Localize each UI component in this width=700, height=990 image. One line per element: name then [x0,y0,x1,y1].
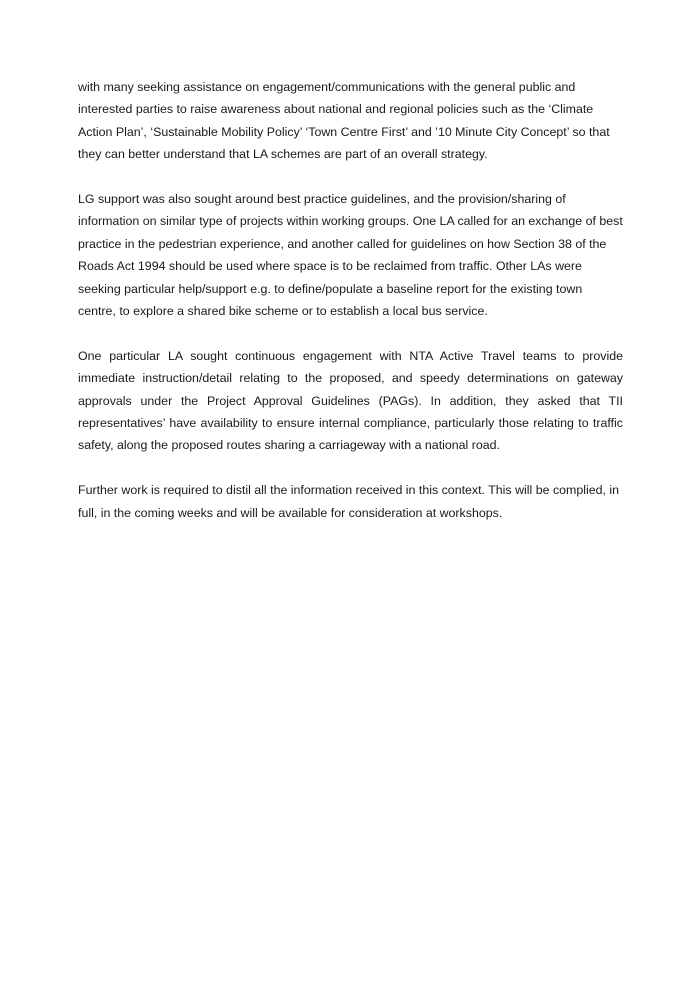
paragraph-nta-engagement: One particular LA sought continuous engagement with NTA Active Travel teams to provide immediate instruction/detail relating to the proposed, and speedy determinations on gateway approvals under the Project Approval Guidelines (PAGs). In addition, they asked that TII representatives’ have availability to ensure internal compliance, particularly those relating to traffic safety, along the proposed routes sharing a carriageway with a national road. [78,348,623,453]
paragraph-engagement: with many seeking assistance on engagement/communications with the general public and interested parties to raise awareness about national and regional policies such as the ‘Climate Action Plan’, ‘Sustainable Mobility Policy’ ‘Town Centre First’ and ’10 Minute City Concept’ so that they can better understand that LA schemes are part of an overall strategy. [78,80,610,162]
document-body [78,76,623,546]
paragraph-further-work: Further work is required to distil all the information received in this context. This will be complied, in full, in the coming weeks and will be available for consideration at workshops. [78,483,620,520]
paragraph-lg-support: LG support was also sought around best practice guidelines, and the provision/sharing of information on similar type of projects within working groups. One LA called for an exchange of best practice in the pedestrian experience, and another called for guidelines on how Section 38 of the Roads Act 1994 should be used where space is to be reclaimed from traffic. Other LAs were seeking particular help/support e.g. to define/populate a baseline report for the existing town centre, to explore a shared bike scheme or to establish a local bus service. [78,192,623,319]
